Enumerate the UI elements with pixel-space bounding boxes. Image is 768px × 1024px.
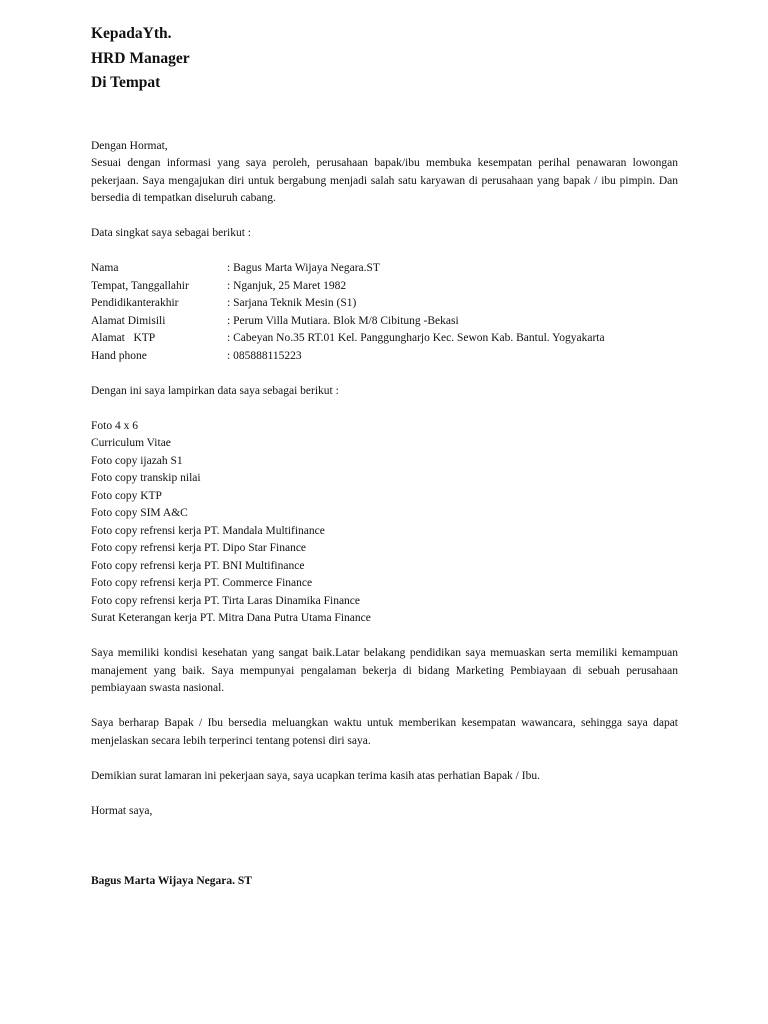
personal-data-label: Alamat KTP xyxy=(91,332,156,344)
personal-data-row xyxy=(91,348,678,366)
attachment-item: Foto copy transkip nilai xyxy=(91,472,201,484)
personal-data-row xyxy=(91,330,678,348)
attachment-item: Surat Keterangan kerja PT. Mitra Dana Putra Utama Finance xyxy=(91,612,371,624)
personal-data-label: Tempat, Tanggallahir xyxy=(91,279,189,292)
recipient-address xyxy=(91,22,678,96)
regards: Hormat saya, xyxy=(91,804,153,817)
greeting: Dengan Hormat, xyxy=(91,139,168,152)
attachments-intro: Dengan ini saya lampirkan data saya sebagai berikut : xyxy=(91,384,339,397)
personal-data-value: : 085888115223 xyxy=(227,349,302,362)
attachment-item: Foto copy refrensi kerja PT. BNI Multifinance xyxy=(91,559,305,572)
personal-data-row xyxy=(91,295,678,313)
recipient-line-1: KepadaYth. xyxy=(91,25,172,42)
personal-data-row xyxy=(91,260,678,278)
attachment-item: Foto copy ijazah S1 xyxy=(91,454,183,467)
intro-paragraph: Sesuai dengan informasi yang saya peroleh, perusahaan bapak/ibu membuka kesempatan perihal penawaran lowongan pekerjaan. Saya mengajukan diri untuk bergabung menjadi salah satu karyawan di perusahaan yang bapak / ibu pimpin. Dan bersedia di tempatkan diseluruh cabang. xyxy=(91,157,678,204)
personal-data-table xyxy=(91,260,678,365)
attachment-item: Foto copy KTP xyxy=(91,489,162,502)
personal-data-row xyxy=(91,278,678,296)
personal-data-row xyxy=(91,313,678,331)
personal-data-value: : Sarjana Teknik Mesin (S1) xyxy=(227,297,357,309)
personal-data-label: Hand phone xyxy=(91,349,147,362)
attachments-list xyxy=(91,418,678,628)
personal-data-value: : Perum Villa Mutiara. Blok M/8 Cibitung -Bekasi xyxy=(227,314,459,327)
personal-data-label: Nama xyxy=(91,262,119,274)
letter-page xyxy=(91,22,678,891)
attachment-item: Foto copy refrensi kerja PT. Mandala Multifinance xyxy=(91,524,325,537)
attachment-item: Foto copy refrensi kerja PT. Tirta Laras Dinamika Finance xyxy=(91,594,361,607)
recipient-line-2: HRD Manager xyxy=(91,49,190,67)
attachment-item: Foto copy refrensi kerja PT. Dipo Star Finance xyxy=(91,542,307,554)
personal-data-value: : Cabeyan No.35 RT.01 Kel. Panggungharjo Kec. Sewon Kab. Bantul. Yogyakarta xyxy=(227,332,605,344)
personal-data-label: Pendidikanterakhir xyxy=(91,297,179,309)
attachment-item: Foto copy SIM A&C xyxy=(91,507,188,519)
personal-data-label: Alamat Dimisili xyxy=(91,314,166,327)
recipient-line-3: Di Tempat xyxy=(91,74,161,91)
closing-paragraph: Demikian surat lamaran ini pekerjaan saya, saya ucapkan terima kasih atas perhatian Bapak / Ibu. xyxy=(91,769,540,782)
personal-data-value: : Nganjuk, 25 Maret 1982 xyxy=(227,279,347,292)
attachment-item: Foto 4 x 6 xyxy=(91,419,138,432)
hope-paragraph: Saya berharap Bapak / Ibu bersedia meluangkan waktu untuk memberikan kesempatan wawancara, sehingga saya dapat menjelaskan secara lebih terperinci tentang potensi diri saya. xyxy=(91,717,678,747)
signer-name: Bagus Marta Wijaya Negara. ST xyxy=(91,875,252,887)
data-intro: Data singkat saya sebagai berikut : xyxy=(91,227,251,239)
attachment-item: Foto copy refrensi kerja PT. Commerce Finance xyxy=(91,577,313,589)
personal-data-value: : Bagus Marta Wijaya Negara.ST xyxy=(227,262,380,274)
health-paragraph: Saya memiliki kondisi kesehatan yang sangat baik.Latar belakang pendidikan saya memuaskan serta memiliki kemampuan manajement yang baik. Saya mempunyai pengalaman bekerja di bidang Marketing Pembiayaan di sebuah perusahaan pembiayaan swasta nasional. xyxy=(91,647,678,694)
attachment-item: Curriculum Vitae xyxy=(91,437,171,449)
